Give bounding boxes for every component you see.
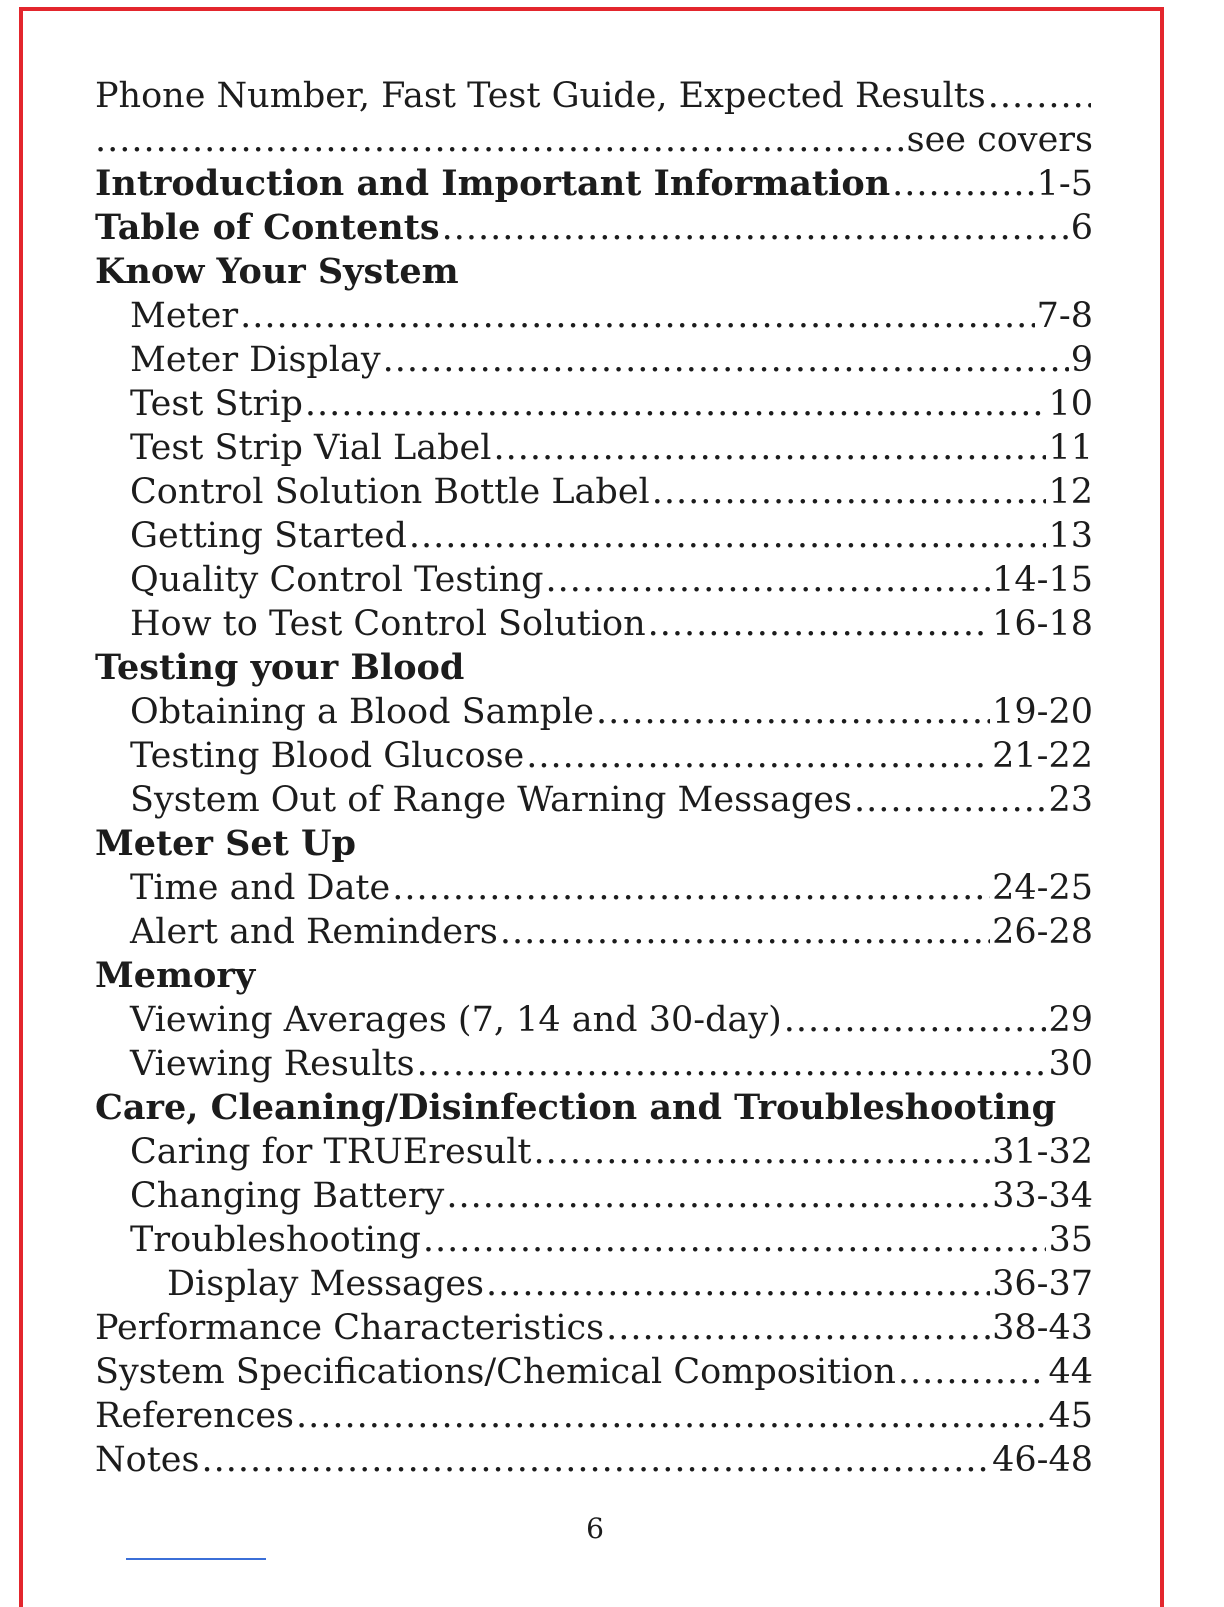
dot-leader [898,1350,1047,1394]
toc-entry-introduction[interactable] [95,162,1093,206]
toc-entry-title: System Out of Range Warning Messages [130,780,852,820]
toc-section-title: Know Your System [95,251,459,292]
toc-entry-title: Test Strip Vial Label [130,428,492,468]
dot-leader [652,470,1047,514]
toc-entry-page: 14-15 [992,560,1093,600]
dot-leader [409,514,1047,558]
toc-entry-title: Quality Control Testing [130,560,544,600]
toc-entry-page: 7-8 [1036,296,1093,336]
toc-entry-page: 9 [1070,340,1093,380]
dot-leader [446,1174,990,1218]
dot-leader [240,294,1035,338]
toc-entry-alert-and-reminders[interactable] [95,910,1093,954]
toc-entry-changing-battery[interactable] [95,1174,1093,1218]
toc-entry-page: 6 [1070,208,1093,248]
dot-leader [648,602,990,646]
dot-leader [442,206,1069,250]
dot-leader [546,558,991,602]
toc-entry-page: 12 [1048,472,1093,512]
toc-entry-page: 31-32 [992,1132,1093,1172]
toc-entry-page: 26-28 [992,912,1093,952]
toc-entry-phone-number [95,74,1093,118]
page-number: 6 [586,1512,604,1545]
dot-leader [486,1262,990,1306]
toc-entry-title: Viewing Averages (7, 14 and 30-day) [130,1000,782,1040]
toc-entry-title: Time and Date [130,868,391,908]
toc-entry-page: see covers [906,120,1093,160]
dot-leader [417,1042,1047,1086]
toc-entry-title: Obtaining a Blood Sample [130,692,594,732]
toc-entry-system-specifications[interactable] [95,1350,1093,1394]
toc-entry-performance-characteristics[interactable] [95,1306,1093,1350]
toc-entry-page: 11 [1048,428,1093,468]
dot-leader [500,910,990,954]
toc-entry-page: 44 [1048,1352,1093,1392]
toc-entry-table-of-contents[interactable] [95,206,1093,250]
toc-entry-testing-blood-glucose[interactable] [95,734,1093,778]
toc-entry-page: 16-18 [992,604,1093,644]
dot-leader [305,382,1047,426]
dot-leader [95,118,905,162]
dot-leader [423,1218,1047,1262]
toc-entry-test-strip-vial-label[interactable] [95,426,1093,470]
dot-leader [988,74,1091,118]
dot-leader [383,338,1069,382]
dot-leader [854,778,1047,822]
toc-entry-page: 33-34 [992,1176,1093,1216]
toc-entry-title: Viewing Results [130,1044,415,1084]
toc-entry-page: 13 [1048,516,1093,556]
dot-leader [526,734,990,778]
dot-leader [892,162,1034,206]
toc-entry-page: 24-25 [992,868,1093,908]
toc-entry-title: Performance Characteristics [95,1308,605,1348]
toc-section-meter-set-up[interactable] [95,822,1093,866]
dot-leader [296,1394,1046,1438]
toc-entry-meter[interactable] [95,294,1093,338]
dot-leader [606,1306,990,1350]
toc-entry-page: 1-5 [1036,164,1093,204]
toc-entry-title: Notes [95,1440,200,1480]
toc-entry-quality-control-testing[interactable] [95,558,1093,602]
toc-entry-title: Troubleshooting [130,1220,421,1260]
toc-entry-page: 38-43 [992,1308,1093,1348]
toc-entry-title: Caring for TRUEresult [130,1132,532,1172]
toc-entry-test-strip[interactable] [95,382,1093,426]
toc-entry-page: 23 [1048,780,1093,820]
toc-entry-title: System Specifications/Chemical Composition [95,1352,896,1392]
footer-rule [126,1558,266,1560]
toc-entry-page: 46-48 [992,1440,1093,1480]
toc-section-know-your-system[interactable] [95,250,1093,294]
toc-entry-page: 10 [1048,384,1093,424]
toc-entry-control-solution-bottle-label[interactable] [95,470,1093,514]
toc-entry-viewing-averages[interactable] [95,998,1093,1042]
toc-entry-title: Display Messages [167,1264,484,1304]
toc-entry-title: Testing Blood Glucose [130,736,525,776]
toc-entry-how-to-test-control-solution[interactable] [95,602,1093,646]
toc-section-title: Care, Cleaning/Disinfection and Troubleshooting [95,1087,1057,1128]
dot-leader [493,426,1046,470]
toc-entry-troubleshooting[interactable] [95,1218,1093,1262]
toc-section-title: Testing your Blood [95,647,465,688]
toc-entry-display-messages[interactable] [95,1262,1093,1306]
toc-entry-title: Test Strip [130,384,303,424]
toc-entry-title: Changing Battery [130,1176,445,1216]
toc-entry-title: Alert and Reminders [130,912,498,952]
toc-entry-title: Getting Started [130,516,407,556]
toc-entry-page: 21-22 [992,736,1093,776]
toc-entry-references[interactable] [95,1394,1093,1438]
toc-entry-page: 45 [1048,1396,1093,1436]
toc-entry-viewing-results[interactable] [95,1042,1093,1086]
toc-entry-meter-display[interactable] [95,338,1093,382]
toc-entry-system-out-of-range-warning-messages[interactable] [95,778,1093,822]
toc-section-testing-your-blood[interactable] [95,646,1093,690]
toc-entry-notes[interactable] [95,1438,1093,1482]
toc-entry-page: 36-37 [992,1264,1093,1304]
toc-entry-obtaining-a-blood-sample[interactable] [95,690,1093,734]
toc-entry-page: 35 [1048,1220,1093,1260]
toc-entry-page: 30 [1048,1044,1093,1084]
dot-leader [784,998,1047,1042]
toc-section-care-cleaning-troubleshooting[interactable] [95,1086,1093,1130]
toc-entry-caring-for-trueresult[interactable] [95,1130,1093,1174]
toc-entry-title: Control Solution Bottle Label [130,472,650,512]
toc-entry-title: Table of Contents [95,207,440,248]
dot-leader [392,866,990,910]
toc-section-title: Meter Set Up [95,823,356,864]
toc-section-memory[interactable] [95,954,1093,998]
toc-entry-getting-started[interactable] [95,514,1093,558]
toc-entry-title: Meter Display [130,340,381,380]
toc-entry-title: How to Test Control Solution [130,604,646,644]
toc-entry-title: Phone Number, Fast Test Guide, Expected Results [95,76,986,116]
toc-entry-page: 19-20 [992,692,1093,732]
dot-leader [201,1438,990,1482]
toc-section-title: Memory [95,955,256,996]
toc-entry-time-and-date[interactable] [95,866,1093,910]
table-of-contents [95,74,1093,1482]
toc-entry-title: References [95,1396,294,1436]
toc-entry-title: Meter [130,296,239,336]
toc-entry-page: 29 [1048,1000,1093,1040]
toc-entry-phone-number-continued [95,118,1093,162]
dot-leader [533,1130,990,1174]
toc-entry-title: Introduction and Important Information [95,163,891,204]
dot-leader [596,690,990,734]
